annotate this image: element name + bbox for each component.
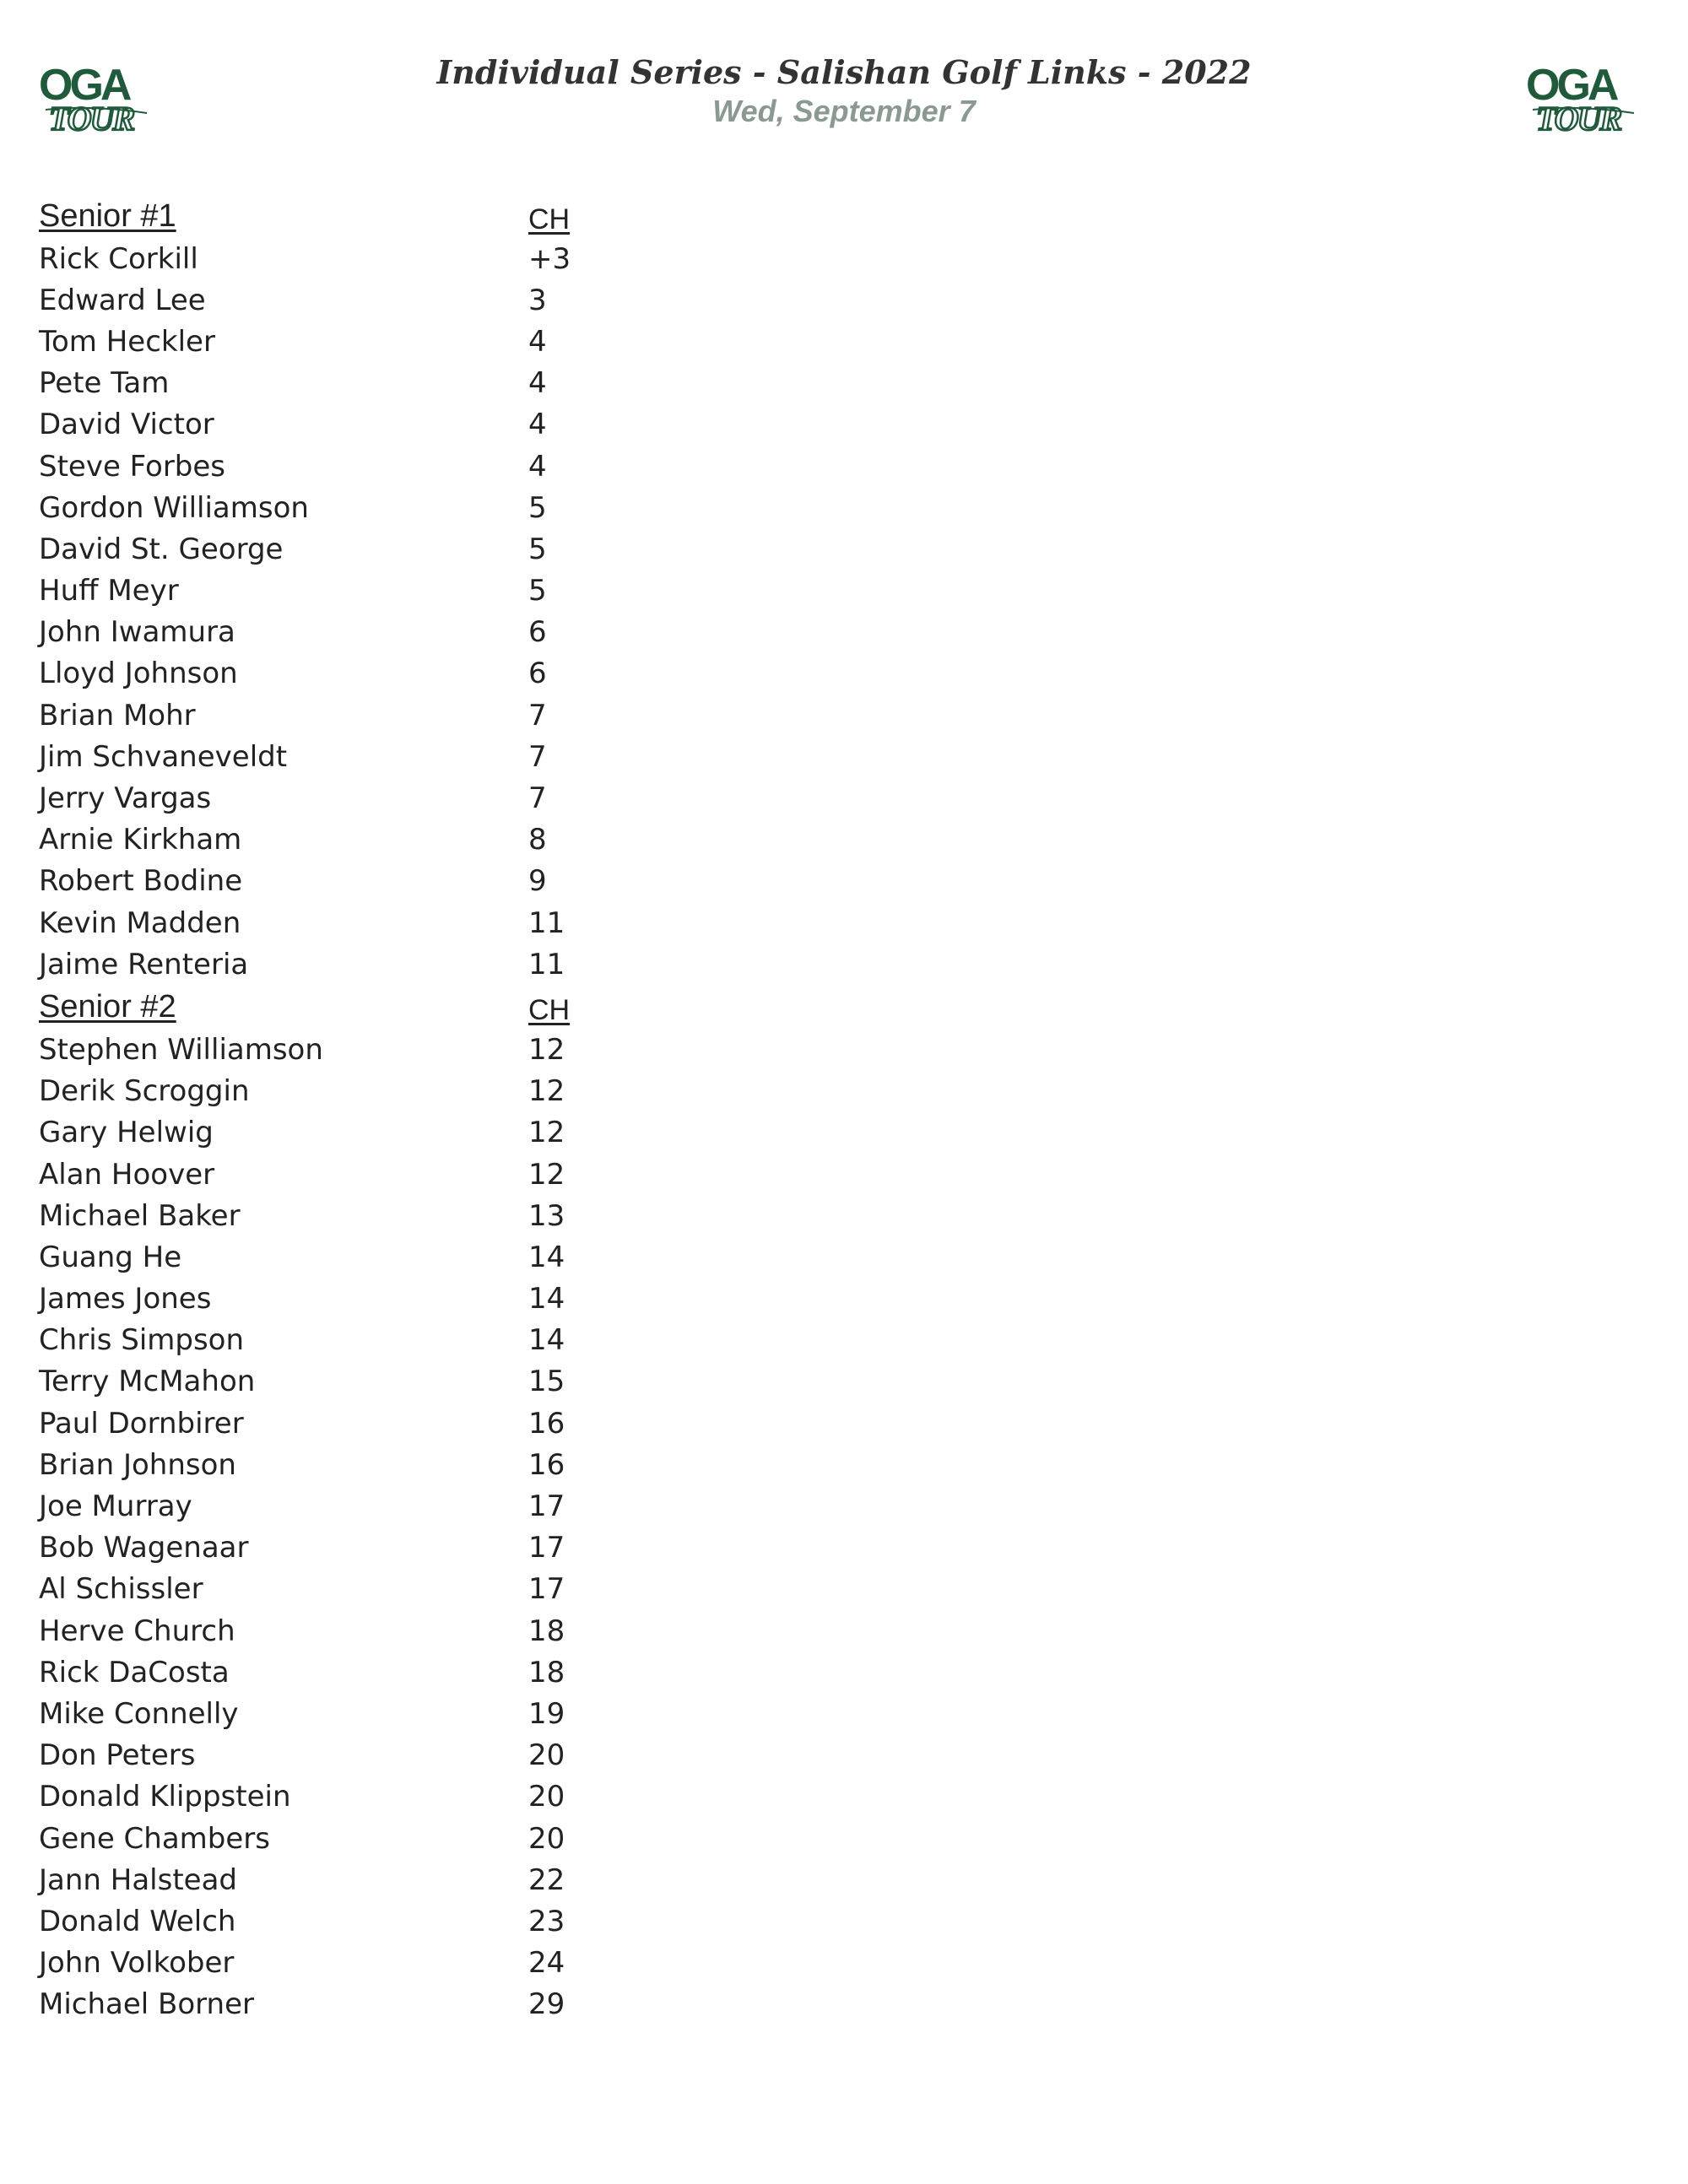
player-row	[39, 404, 714, 446]
player-name: Jann Halstead	[39, 1862, 237, 1897]
player-row	[39, 777, 714, 819]
player-name: Bob Wagenaar	[39, 1531, 249, 1565]
player-name: Donald Welch	[39, 1904, 236, 1938]
player-row	[39, 1071, 714, 1112]
logo-tour-text: TOUR	[1536, 100, 1621, 135]
player-name: Mike Connelly	[39, 1696, 239, 1731]
player-row	[39, 528, 714, 570]
player-course-handicap: 3	[528, 283, 547, 317]
player-course-handicap: 14	[528, 1323, 565, 1358]
section-header	[39, 194, 714, 238]
player-name: Rick Corkill	[39, 241, 198, 276]
player-row	[39, 1859, 714, 1900]
player-course-handicap: 13	[528, 1198, 565, 1233]
player-name: Donald Klippstein	[39, 1780, 291, 1814]
player-name: Don Peters	[39, 1738, 196, 1773]
player-course-handicap: 20	[528, 1780, 565, 1814]
player-course-handicap: 18	[528, 1614, 565, 1648]
player-name: John Iwamura	[39, 615, 235, 650]
player-row	[39, 819, 714, 861]
player-name: David St. George	[39, 532, 284, 566]
player-course-handicap: 16	[528, 1406, 565, 1441]
player-course-handicap: 22	[528, 1862, 565, 1897]
player-row	[39, 1527, 714, 1569]
player-row	[39, 902, 714, 943]
player-course-handicap: 20	[528, 1821, 565, 1856]
player-row	[39, 1029, 714, 1070]
player-row	[39, 1652, 714, 1693]
player-name: Chris Simpson	[39, 1323, 245, 1358]
player-row	[39, 943, 714, 985]
player-name: James Jones	[39, 1282, 212, 1316]
player-name: Guang He	[39, 1240, 182, 1274]
player-row	[39, 1610, 714, 1652]
logo-oga-text: OGA	[39, 61, 129, 110]
player-name: Al Schissler	[39, 1572, 203, 1607]
player-row	[39, 1361, 714, 1403]
player-row	[39, 653, 714, 695]
player-course-handicap: 23	[528, 1904, 565, 1938]
player-course-handicap: 29	[528, 1987, 565, 2022]
player-name: Derik Scroggin	[39, 1074, 250, 1109]
player-row	[39, 1569, 714, 1610]
player-name: Arnie Kirkham	[39, 823, 242, 857]
player-course-handicap: 12	[528, 1032, 565, 1067]
player-row	[39, 446, 714, 487]
player-course-handicap: 8	[528, 823, 547, 857]
player-course-handicap: 7	[528, 698, 547, 733]
event-date: Wed, September 7	[712, 94, 976, 128]
section-header	[39, 985, 714, 1029]
player-course-handicap: 4	[528, 366, 547, 401]
player-name: Rick DaCosta	[39, 1655, 230, 1689]
player-row	[39, 1403, 714, 1444]
player-row	[39, 736, 714, 777]
player-name: Edward Lee	[39, 283, 206, 317]
player-course-handicap: 18	[528, 1655, 565, 1689]
player-name: Tom Heckler	[39, 324, 215, 359]
player-name: Jaime Renteria	[39, 947, 249, 981]
player-course-handicap: 14	[528, 1240, 565, 1274]
player-course-handicap: 5	[528, 490, 547, 525]
player-course-handicap: 24	[528, 1946, 565, 1981]
player-course-handicap: 17	[528, 1572, 565, 1607]
player-row	[39, 1444, 714, 1485]
player-course-handicap: 12	[528, 1074, 565, 1109]
player-name: Stephen Williamson	[39, 1032, 323, 1067]
player-course-handicap: 4	[528, 449, 547, 484]
player-name: David Victor	[39, 408, 214, 442]
player-name: Michael Baker	[39, 1198, 241, 1233]
player-name: Gary Helwig	[39, 1116, 214, 1150]
player-course-handicap: 7	[528, 739, 547, 774]
player-course-handicap: 4	[528, 408, 547, 442]
section-title: Senior #1	[39, 197, 176, 234]
player-row	[39, 363, 714, 404]
player-course-handicap: 16	[528, 1447, 565, 1482]
player-course-handicap: 9	[528, 864, 547, 899]
player-row	[39, 1195, 714, 1236]
page-header	[0, 54, 1688, 132]
player-course-handicap: 11	[528, 905, 565, 940]
player-name: Brian Mohr	[39, 698, 196, 733]
player-course-handicap: 6	[528, 657, 547, 691]
player-course-handicap: 6	[528, 615, 547, 650]
player-row	[39, 1279, 714, 1320]
player-course-handicap: 11	[528, 947, 565, 981]
player-name: Brian Johnson	[39, 1447, 236, 1482]
player-row	[39, 1943, 714, 1984]
player-row	[39, 1818, 714, 1859]
player-row	[39, 1112, 714, 1154]
player-name: Jim Schvaneveldt	[39, 739, 288, 774]
player-row	[39, 487, 714, 528]
player-course-handicap: 7	[528, 781, 547, 816]
player-name: John Volkober	[39, 1946, 235, 1981]
player-course-handicap: 4	[528, 324, 547, 359]
player-row	[39, 238, 714, 279]
player-row	[39, 1735, 714, 1776]
player-course-handicap: 17	[528, 1489, 565, 1524]
page-title: Individual Series - Salishan Golf Links - 2022	[436, 53, 1252, 91]
player-row	[39, 1693, 714, 1734]
player-name: Kevin Madden	[39, 905, 241, 940]
player-row	[39, 570, 714, 612]
player-name: Joe Murray	[39, 1489, 192, 1524]
player-row	[39, 1984, 714, 2025]
player-row	[39, 279, 714, 321]
player-row	[39, 1900, 714, 1942]
player-course-handicap: 17	[528, 1531, 565, 1565]
player-name: Pete Tam	[39, 366, 170, 401]
player-name: Lloyd Johnson	[39, 657, 238, 691]
player-row	[39, 861, 714, 902]
player-name: Alan Hoover	[39, 1157, 215, 1192]
player-row	[39, 695, 714, 736]
ch-column-header: CH	[528, 203, 571, 235]
player-course-handicap: 19	[528, 1696, 565, 1731]
player-course-handicap: 12	[528, 1157, 565, 1192]
player-row	[39, 321, 714, 362]
player-name: Huff Meyr	[39, 574, 179, 608]
player-name: Robert Bodine	[39, 864, 243, 899]
player-course-handicap: 5	[528, 574, 547, 608]
player-name: Gordon Williamson	[39, 490, 309, 525]
player-course-handicap: +3	[528, 241, 571, 276]
player-name: Jerry Vargas	[39, 781, 212, 816]
player-name: Paul Dornbirer	[39, 1406, 244, 1441]
player-roster	[39, 194, 714, 2025]
player-course-handicap: 15	[528, 1365, 565, 1399]
player-name: Michael Borner	[39, 1987, 254, 2022]
player-name: Gene Chambers	[39, 1821, 270, 1856]
ch-column-header: CH	[528, 993, 571, 1026]
player-row	[39, 1236, 714, 1278]
logo-oga-text: OGA	[1526, 61, 1616, 110]
player-course-handicap: 20	[528, 1738, 565, 1773]
player-course-handicap: 14	[528, 1282, 565, 1316]
player-name: Steve Forbes	[39, 449, 226, 484]
player-name: Terry McMahon	[39, 1365, 256, 1399]
player-name: Herve Church	[39, 1614, 235, 1648]
section-title: Senior #2	[39, 988, 176, 1024]
player-row	[39, 612, 714, 653]
player-row	[39, 1154, 714, 1195]
player-course-handicap: 12	[528, 1116, 565, 1150]
player-row	[39, 1776, 714, 1818]
logo-tour-text: TOUR	[49, 100, 134, 135]
player-row	[39, 1320, 714, 1361]
player-row	[39, 1485, 714, 1527]
player-course-handicap: 5	[528, 532, 547, 566]
